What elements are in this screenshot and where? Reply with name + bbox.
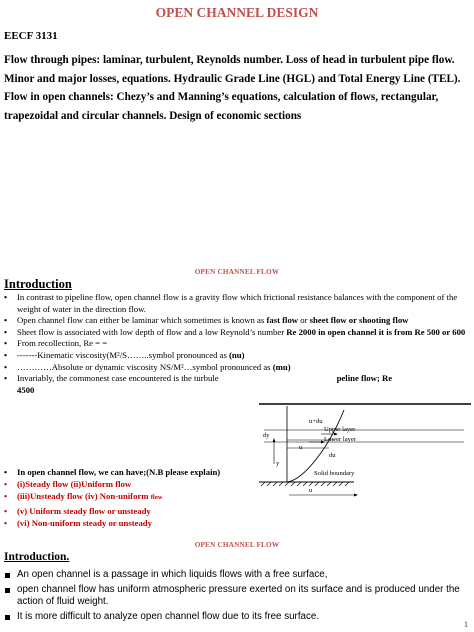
- label-upper-layer: Upper layer: [324, 426, 356, 433]
- label-lower-layer: Lower layer: [324, 436, 357, 443]
- course-code: EECF 3131: [4, 30, 58, 42]
- label-u-small: u: [299, 444, 303, 451]
- slide-title-open-channel-flow-2: OPEN CHANNEL FLOW: [194, 541, 280, 549]
- flow-types-list: [4, 466, 264, 529]
- label-du: du: [329, 452, 336, 459]
- list-item: • Open channel flow can either be laminar which sometimes is known as fast flow or sheet flow or shooting flow: [4, 315, 409, 326]
- label-dy: dy: [263, 432, 270, 439]
- page-number: 1: [464, 620, 468, 629]
- document-title: OPEN CHANNEL DESIGN: [155, 5, 319, 20]
- list-item: • In contrast to pipeline flow, open channel flow is a gravity flow which frictional resistance balances with the component of the weight of water in the direction flow.: [4, 292, 458, 314]
- introduction-bullet-list: [4, 292, 470, 396]
- list-item: open channel flow has uniform atmospheric pressure exerted on its surface and is produced under the action of fluid weight.: [4, 584, 470, 609]
- list-item: • (i)Steady flow (ii)Uniform flow: [4, 479, 132, 490]
- list-item: • …………Absolute or dynamic viscosity NS/M²…symbol pronounced as (mu): [4, 361, 291, 372]
- list-item: An open channel is a passage in which liquids flows with a free surface,: [4, 569, 470, 582]
- list-item: • From recollection, Re = =: [4, 338, 108, 349]
- label-y: y: [276, 460, 280, 467]
- introduction-heading: Introduction: [4, 277, 72, 291]
- list-item: • Sheet flow is associated with low depth of flow and a low Reynold’s number Re 2000 in open channel it is from Re 500 or 600: [4, 326, 466, 337]
- list-item: • -------Kinematic viscosity(M²/S……..symbol pronounced as (nu): [4, 349, 245, 360]
- introduction-heading-2: Introduction.: [4, 551, 70, 563]
- slide-title-open-channel-flow: OPEN CHANNEL FLOW: [194, 268, 280, 276]
- list-item: • In open channel flow, we can have;(N.B please explain): [4, 467, 221, 477]
- label-solid-boundary: Solid boundary: [314, 470, 355, 477]
- velocity-profile-diagram: [259, 402, 471, 500]
- list-item: • Invariably, the commonest case encountered is the turbule peline flow; Re 4500: [4, 373, 393, 395]
- label-u-plus-du: u+du: [309, 418, 323, 425]
- velocity-profile-figure: [259, 402, 471, 500]
- list-item: • (vi) Non-uniform steady or unsteady: [4, 517, 152, 528]
- label-u-axis: u: [309, 487, 313, 494]
- list-item: • (iii)Unsteady flow (iv) Non-uniform flow: [4, 491, 163, 502]
- list-item: • (v) Uniform steady flow or unsteady: [4, 505, 151, 516]
- introduction-bullet-list-2: [4, 569, 470, 626]
- course-description: Flow through pipes: laminar, turbulent, Reynolds number. Loss of head in turbulent pipe flow. Minor and major losses, equations. Hydraulic Grade Line (HGL) and Total Energy Line (TEL). Flow in open channels: Chezy’s and Manning’s equations, calculation of flows, rectangular, trapezoidal and circular channels. Design of economic sections: [4, 54, 461, 123]
- list-item: It is more difficult to analyze open channel flow due to its free surface.: [4, 611, 470, 624]
